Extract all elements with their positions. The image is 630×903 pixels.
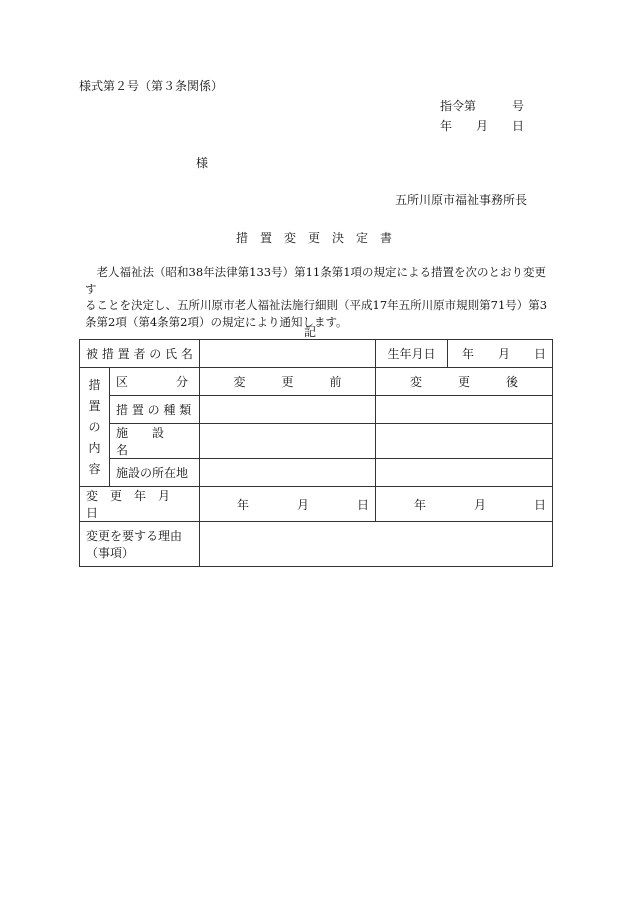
- measure-content-char: 措: [88, 377, 101, 392]
- facility-address-after-field[interactable]: [376, 459, 553, 487]
- issuer-name: 五所川原市福祉事務所長: [395, 193, 528, 207]
- person-name-label: 被 措 置 者 の 氏 名: [80, 340, 200, 368]
- measure-content-char: 内: [88, 440, 101, 455]
- reason-label-line-2: （事項）: [86, 546, 135, 560]
- before-label: 変 更 前: [200, 368, 376, 396]
- measure-content-char: 置: [88, 398, 101, 413]
- reason-field[interactable]: [200, 522, 553, 567]
- addressee-suffix: 様: [196, 156, 209, 170]
- reference-number: 指令第 号: [440, 99, 525, 113]
- measure-content-char: 容: [88, 461, 101, 476]
- table-row: [80, 459, 553, 487]
- body-line-3: 条第2項（第4条第2項）の規定により通知します。: [85, 314, 348, 329]
- measure-type-label: 措 置 の 種 類: [110, 396, 200, 424]
- change-date-label: 変 更 年 月 日: [80, 487, 200, 522]
- after-label: 変 更 後: [376, 368, 553, 396]
- reason-label: [80, 522, 200, 567]
- birth-date-label: 生年月日: [376, 340, 448, 368]
- body-line-2: ることを決定し、五所川原市老人福祉法施行細則（平成17年五所川原市規則第71号）第3: [85, 298, 548, 312]
- measure-type-after-field[interactable]: [376, 396, 553, 424]
- measure-content-char: の: [88, 419, 101, 434]
- body-paragraph: [85, 264, 555, 330]
- facility-address-before-field[interactable]: [200, 459, 376, 487]
- table-row: [80, 424, 553, 459]
- table-row: [80, 340, 553, 368]
- table-row: [80, 396, 553, 424]
- birth-date-field[interactable]: 年 月 日: [448, 340, 553, 368]
- measure-type-before-field[interactable]: [200, 396, 376, 424]
- facility-name-before-field[interactable]: [200, 424, 376, 459]
- table-row: [80, 487, 553, 522]
- table-row: [80, 522, 553, 567]
- reference-date: 年 月 日: [440, 119, 525, 133]
- facility-address-label: 施設の所在地: [110, 459, 200, 487]
- document-title: 措 置 変 更 決 定 書: [236, 231, 393, 245]
- person-name-field[interactable]: [200, 340, 376, 368]
- facility-name-label: 施 設 名: [110, 424, 200, 459]
- measure-content-label: [80, 368, 110, 487]
- table-row: [80, 368, 553, 396]
- change-date-before-field[interactable]: 年 月 日: [200, 487, 376, 522]
- division-label: 区 分: [110, 368, 200, 396]
- form-number: 様式第２号（第３条関係）: [79, 79, 224, 93]
- body-line-1: 老人福祉法（昭和38年法律第133号）第11条第1項の規定による措置を次のとおり変更す: [85, 265, 547, 296]
- facility-name-after-field[interactable]: [376, 424, 553, 459]
- ki-label: 記: [304, 325, 317, 339]
- change-date-after-field[interactable]: 年 月 日: [376, 487, 553, 522]
- change-decision-table: [79, 339, 553, 567]
- reason-label-line-1: 変更を要する理由: [86, 529, 183, 543]
